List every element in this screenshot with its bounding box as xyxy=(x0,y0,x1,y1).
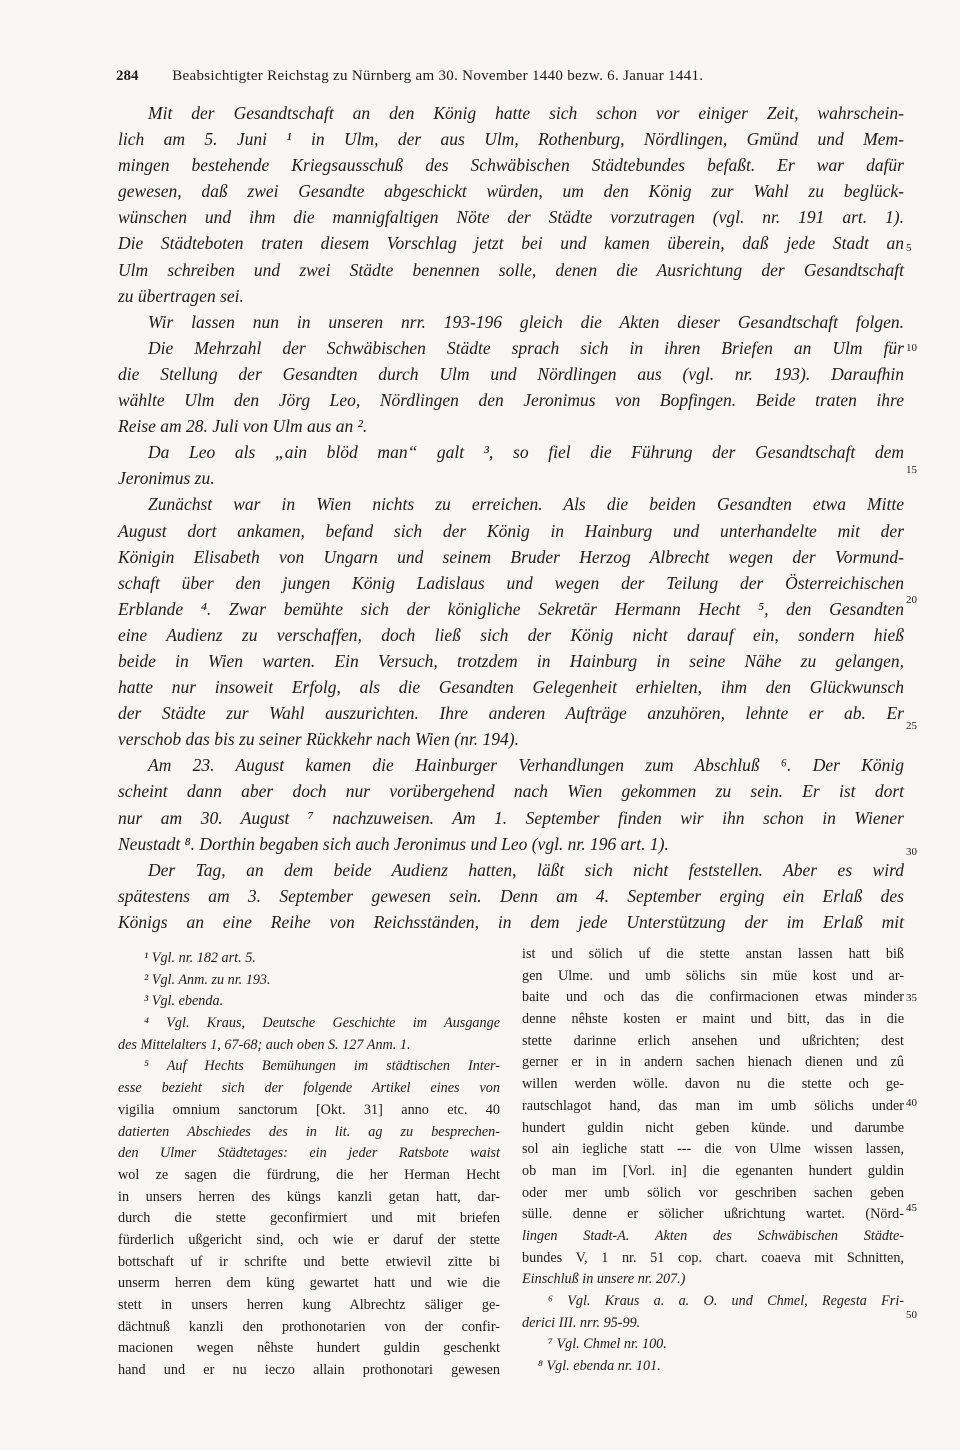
text-line: Königin Elisabeth von Ungarn und seinem Bruder Herzog Albrecht wegen der Vormund- xyxy=(118,546,904,567)
text-line: schaft über den jungen König Ladislaus und wegen der Teilung der Österreichischen xyxy=(118,572,904,593)
text-line: hatte nur insoweit Erfolg, als die Gesandten Gelegenheit erhielten, ihm den Glückwunsch xyxy=(118,677,904,698)
line-number: 5 xyxy=(906,242,912,254)
text-line: Der Tag, an dem beide Audienz hatten, läßt sich nicht feststellen. Aber es wird xyxy=(148,859,904,880)
footnote-line: rautschlagot hand, das man im umb sölichs under xyxy=(522,1097,904,1114)
text-line: nur am 30. August ⁷ nachzuweisen. Am 1. September finden wir ihn schon in Wiener xyxy=(118,807,904,828)
text-line: Königs an eine Reihe von Reichsständen, in dem jede Unterstützung der im Erlaß mit xyxy=(118,911,904,932)
footnote-line: willen werden wölle. davon nu die stette och ge- xyxy=(522,1076,904,1093)
footnote-line: fürderlich ußgericht sind, och wie er daruf der stette xyxy=(118,1231,500,1248)
text-line: der Städte zur Wahl auszurichten. Ihre anderen Aufträge anzuhören, lehnte er ab. Er xyxy=(118,703,904,724)
line-number: 25 xyxy=(906,720,917,732)
text-line: zu übertragen sei. xyxy=(118,285,244,306)
footnote-line: stette darinne erlich ansehen und ußrichten; dest xyxy=(522,1032,904,1049)
text-line: spätestens am 3. September gewesen sein. Denn am 4. September erging ein Erlaß des xyxy=(118,885,904,906)
footnote-line: Einschluß in unsere nr. 207.) xyxy=(522,1271,686,1288)
line-number: 35 xyxy=(906,992,917,1004)
footnote-line: gerner er in in andern sachen hienach dienen und zû xyxy=(522,1054,904,1071)
text-line: beide in Wien warten. Ein Versuch, trotzdem in Hainburg in seine Nähe zu gelangen, xyxy=(118,650,904,671)
footnote-line: oder mer umb sölich vor geschriben sachen geben xyxy=(522,1184,904,1201)
footnote: ⁵ Auf Hechts Bemühungen im städtischen Inter- xyxy=(144,1058,500,1075)
footnote-line: esse bezieht sich der folgende Artikel eines von xyxy=(118,1080,500,1097)
text-line: scheint dann aber doch nur vorübergehend nach Wien gekommen zu sein. Er ist dort xyxy=(118,781,904,802)
text-line: Wir lassen nun in unseren nrr. 193-196 gleich die Akten dieser Gesandtschaft folgen. xyxy=(148,311,904,332)
footnote-line: dächtnuß kanzli den prothonotarien von der confir- xyxy=(118,1318,500,1335)
text-line: Reise am 28. Juli von Ulm aus an ². xyxy=(118,416,368,437)
footnote-line: durch die stette geconfirmiert und mit briefen xyxy=(118,1210,500,1227)
main-text xyxy=(118,100,904,935)
footnote-line: stett in unsers herren kung Albrechtz säliger ge- xyxy=(118,1297,500,1313)
footnote: ⁸ Vgl. ebenda nr. 101. xyxy=(538,1358,661,1375)
text-line: verschob das bis zu seiner Rückkehr nach Wien (nr. 194). xyxy=(118,729,519,750)
text-line: Die Mehrzahl der Schwäbischen Städte sprach sich in ihren Briefen an Ulm für xyxy=(148,337,904,358)
page-number: 284 xyxy=(116,68,139,84)
running-header xyxy=(116,68,816,85)
line-number: 10 xyxy=(906,342,917,354)
footnote: ⁶ Vgl. Kraus a. a. O. und Chmel, Regesta Fri- xyxy=(548,1293,904,1309)
text-line: die Stellung der Gesandten durch Ulm und Nördlingen aus (vgl. nr. 193). Daraufhin xyxy=(118,363,904,384)
text-line: lich am 5. Juni ¹ in Ulm, der aus Ulm, Rothenburg, Nördlingen, Gmünd und Mem- xyxy=(118,129,904,150)
line-number: 20 xyxy=(906,594,917,606)
footnote-line: sol ain iegliche statt --- die von Ulme wissen lassen, xyxy=(522,1141,904,1158)
text-line: wählte Ulm den Jörg Leo, Nördlingen den Jeronimus von Bopfingen. Beide traten ihre xyxy=(118,390,904,411)
line-number: 30 xyxy=(906,846,917,858)
footnote-line: datierten Abschiedes des in lit. ag zu besprechen- xyxy=(118,1123,500,1140)
footnote: ⁴ Vgl. Kraus, Deutsche Geschichte im Ausgange xyxy=(144,1015,500,1032)
footnote: ² Vgl. Anm. zu nr. 193. xyxy=(144,971,271,988)
footnote-line: des Mittelalters 1, 67-68; auch oben S. 127 Anm. 1. xyxy=(118,1036,411,1053)
running-title: Beabsichtigter Reichstag zu Nürnberg am 30. November 1440 bezw. 6. Januar 1441. xyxy=(172,68,704,84)
footnote-line: gen Ulme. und umb sölichs sin müe kost und ar- xyxy=(522,967,904,984)
footnote-line: baite und och das die confirmacionen etwas minder xyxy=(522,989,904,1006)
text-line: eine Audienz zu verschaffen, doch ließ sich der König nicht darauf ein, sondern hieß xyxy=(118,624,904,645)
footnote-line: bottschaft uf ir schrifte und bette etwievil zitte bi xyxy=(118,1253,500,1270)
text-line: Mit der Gesandtschaft an den König hatte sich schon vor einiger Zeit, wahrschein- xyxy=(148,103,904,123)
footnote-line: ob man im [Vorl. in] die egenanten hundert guldin xyxy=(522,1162,904,1179)
footnote-line: derici III. nrr. 95-99. xyxy=(522,1314,641,1331)
text-line: Die Städteboten traten diesem Vorschlag jetzt bei und kamen überein, daß jede Stadt an xyxy=(118,233,904,254)
footnotes-right-column xyxy=(522,944,904,1378)
text-line: Erblande ⁴. Zwar bemühte sich der königliche Sekretär Hermann Hecht ⁵, den Gesandten xyxy=(118,598,904,619)
text-line: Am 23. August kamen die Hainburger Verhandlungen zum Abschluß ⁶. Der König xyxy=(148,755,904,776)
line-number: 50 xyxy=(906,1309,917,1321)
footnote-line: hundert guldin nicht geben künde. und darumbe xyxy=(522,1119,904,1136)
line-number: 15 xyxy=(906,464,917,476)
text-line: Da Leo als „ain blöd man“ galt ³, so fiel die Führung der Gesandtschaft dem xyxy=(148,442,904,463)
footnote-line: denne nêhste kosten er maint und bitt, das in die xyxy=(522,1011,904,1028)
footnote-line: vigilia omnium sanctorum [Okt. 31] anno etc. 40 xyxy=(118,1101,500,1118)
text-line: Neustadt ⁸. Dorthin begaben sich auch Jeronimus und Leo (vgl. nr. 196 art. 1). xyxy=(118,833,669,854)
footnote: ⁷ Vgl. Chmel nr. 100. xyxy=(548,1336,667,1353)
footnote-line: sülle. denne er sölicher ußrichtung wartet. (Nörd- xyxy=(522,1206,904,1223)
footnote-line: macionen wegen nêhste hundert guldin geschenkt xyxy=(118,1340,500,1357)
footnote-line: den Ulmer Städtetages: ein jeder Ratsbote waist xyxy=(118,1145,500,1162)
footnote-line: lingen Stadt-A. Akten des Schwäbischen Städte- xyxy=(522,1227,904,1244)
footnote-line: hand und er nu ieczo allain prothonotari gewesen xyxy=(118,1362,500,1379)
text-line: wünschen und ihm die mannigfaltigen Nöte der Städte vorzutragen (vgl. nr. 191 art. 1). xyxy=(118,207,904,228)
text-line: mingen bestehende Kriegsausschuß des Schwäbischen Städtebundes befaßt. Er war dafür xyxy=(118,155,904,176)
line-number: 40 xyxy=(906,1097,917,1109)
footnote-line: wol ze sagen die fürdrung, die her Herman Hecht xyxy=(118,1166,500,1183)
footnote: ³ Vgl. ebenda. xyxy=(144,993,224,1010)
text-line: Zunächst war in Wien nichts zu erreichen. Als die beiden Gesandten etwa Mitte xyxy=(148,494,904,515)
footnote: ¹ Vgl. nr. 182 art. 5. xyxy=(144,950,256,966)
line-number: 45 xyxy=(906,1202,917,1214)
footnote-line: in unsers herren des küngs kanzli getan hatt, dar- xyxy=(118,1188,500,1205)
footnote-line: unserm herren dem küng gewartet hatt und wie die xyxy=(118,1275,500,1292)
text-line: Jeronimus zu. xyxy=(118,468,215,489)
text-line: gewesen, daß zwei Gesandte abgeschickt würden, um den König zur Wahl zu beglück- xyxy=(118,181,904,202)
text-line: Ulm schreiben und zwei Städte benennen solle, denen die Ausrichtung der Gesandtschaft xyxy=(118,259,904,280)
footnote-line: bundes V, 1 nr. 51 cop. chart. coaeva mit Schnitten, xyxy=(522,1249,904,1266)
footnote-line: ist und sölich uf die stette anstan lassen hatt biß xyxy=(522,946,904,962)
footnotes-left-column xyxy=(118,948,500,1382)
text-line: August dort ankamen, befand sich der König in Hainburg und unterhandelte mit der xyxy=(118,520,904,541)
